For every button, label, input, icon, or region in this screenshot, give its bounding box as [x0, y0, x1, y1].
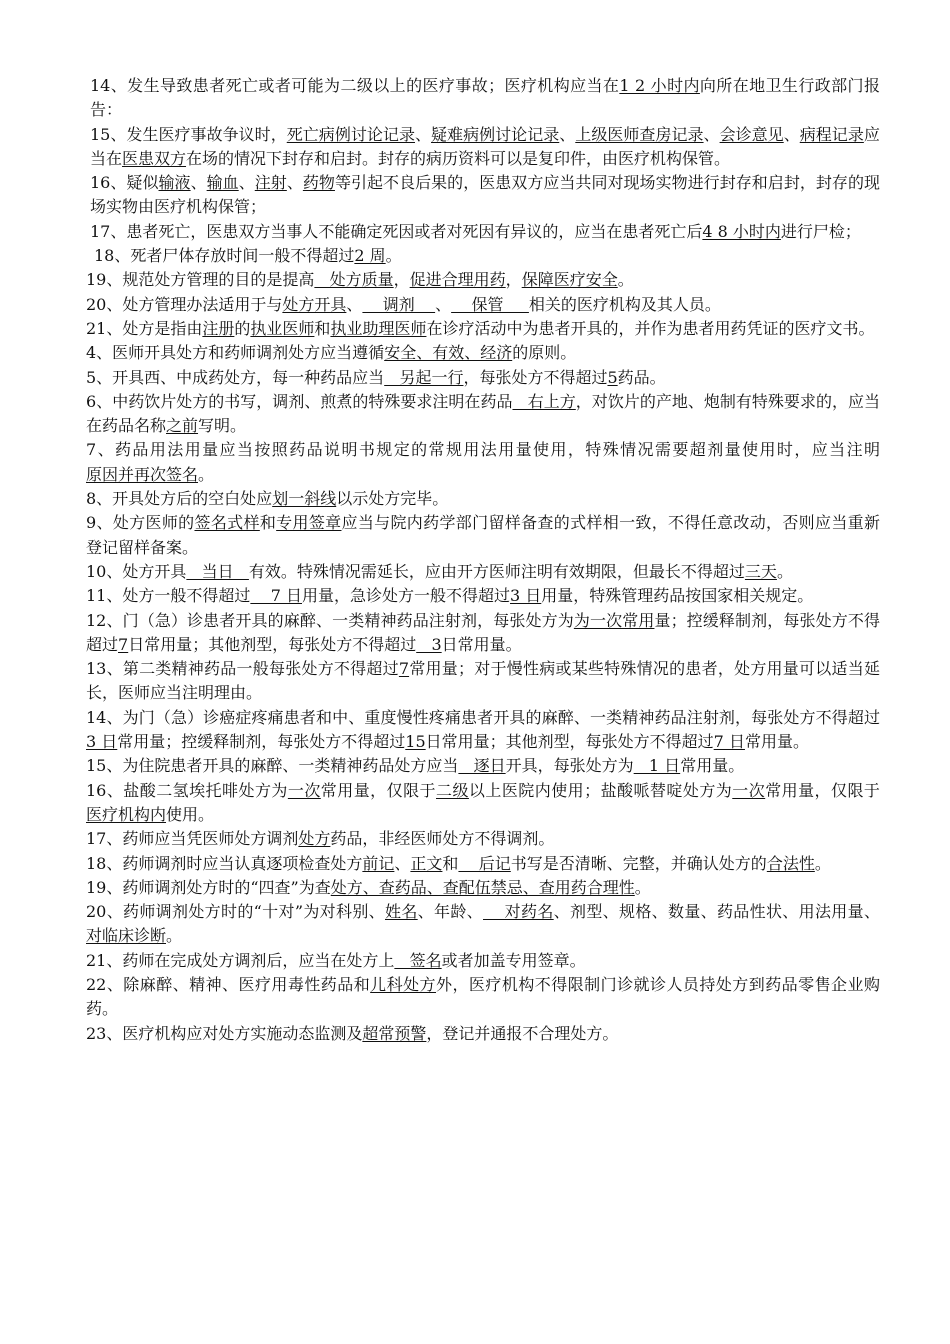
answer-blank: 注册 [202, 318, 235, 338]
item-text: 和 [259, 513, 277, 533]
item-text: 17、患者死亡，医患双方当事人不能确定死因或者对死因有异议的，应当在患者死亡后 [90, 221, 703, 241]
item-text: 开具，每张处方为 [505, 756, 634, 776]
item-text: 。 [776, 561, 793, 581]
item-text: 18、药师调剂时应当认真逐项检查处方 [86, 853, 363, 873]
item-text: 向所在地卫生行政部门报告： [90, 76, 880, 120]
answer-blank: 合法性 [766, 853, 815, 873]
item-text: 8、开具处方后的空白处应 [86, 489, 273, 509]
question-item [86, 779, 880, 828]
question-item [86, 341, 880, 365]
item-text: 量；控缓释制剂，每张处方不得超过 [86, 610, 880, 654]
answer-blank: 医患双方 [122, 148, 187, 168]
item-text: 、 [783, 124, 800, 144]
document-page [86, 74, 880, 1046]
answer-blank: 调剂 [362, 294, 436, 314]
item-text: ，登记并通报不合理处方。 [426, 1023, 619, 1043]
item-text: 常用量，仅限于 [765, 780, 880, 800]
item-text: 23、医疗机构应对处方实施动态监测及 [86, 1023, 363, 1043]
item-text: 应当在 [90, 124, 880, 168]
question-item [86, 560, 880, 584]
answer-blank: 对临床诊断 [86, 926, 167, 946]
question-item [86, 366, 880, 390]
item-text: 写明。 [198, 416, 247, 436]
answer-blank: 后记 [458, 853, 511, 873]
item-text: 20、处方管理办法适用于与 [86, 294, 283, 314]
item-text: 16、盐酸二氢埃托啡处方为 [86, 780, 288, 800]
item-text: 药品，非经医师处方不得调剂。 [330, 829, 555, 849]
item-text: 的原则。 [512, 343, 577, 363]
item-text: 。 [814, 853, 831, 873]
item-text: 常用量。 [680, 756, 745, 776]
question-item [86, 754, 880, 778]
question-item [86, 1022, 880, 1046]
item-text: 。 [385, 246, 402, 266]
item-text: 或者加盖专用签章。 [441, 950, 586, 970]
item-text: 的 [234, 318, 251, 338]
answer-blank: 三天 [744, 561, 777, 581]
question-item [86, 511, 880, 560]
item-text: 12、门（急）诊患者开具的麻醉、一类精神药品注射剂，每张处方为 [86, 610, 574, 630]
answer-blank: 上级医师查房记录 [575, 124, 704, 144]
question-item [86, 268, 880, 292]
answer-blank: 儿科处方 [370, 974, 437, 994]
answer-blank: 7 日 [250, 586, 302, 606]
answer-blank: 划一斜线 [272, 489, 337, 509]
answer-blank: 处方 [298, 829, 331, 849]
answer-blank: 右上方 [512, 391, 576, 411]
answer-blank: 1 2 小时内 [619, 76, 700, 95]
answer-blank: 2 周 [354, 246, 386, 266]
item-text: ， [393, 270, 410, 290]
answer-blank: 4 8 小时内 [702, 221, 781, 241]
item-text: 17、药师应当凭医师处方调剂 [86, 829, 299, 849]
item-text: 、 [414, 124, 432, 144]
item-text: 18、死者尸体存放时间一般不得超过 [94, 246, 355, 266]
answer-blank: 二级 [436, 780, 469, 800]
question-item [86, 657, 880, 706]
answer-blank: 病程记录 [799, 124, 864, 144]
question-item [86, 706, 880, 755]
answer-blank: 正文 [410, 853, 443, 873]
question-item [86, 876, 880, 900]
item-text: 常用量，仅限于 [320, 780, 436, 800]
item-text: 用量，急诊处方一般不得超过 [302, 586, 511, 606]
item-text: 7、药品用法用量应当按照药品说明书规定的常规用法用量使用，特殊情况需要超剂量使用时，应当注明 [86, 440, 880, 460]
answer-blank: 对药名 [483, 902, 554, 922]
answer-blank: 15 [405, 732, 426, 752]
answer-blank: 死亡病例讨论记录 [286, 124, 415, 144]
answer-blank: 医疗机构内 [86, 804, 167, 824]
item-text: 、 [346, 294, 363, 314]
question-item [86, 487, 880, 511]
answer-blank: 保管 [451, 294, 529, 314]
item-text: 进行尸检； [780, 221, 861, 241]
answer-blank: 1 日 [633, 756, 681, 776]
answer-blank: 签名 [394, 950, 442, 970]
item-text: 日常用量。 [441, 634, 522, 654]
answer-blank: 输液 [158, 173, 191, 193]
question-item [86, 220, 880, 244]
question-item [86, 900, 880, 949]
item-text: 常用量；控缓释制剂，每张处方不得超过 [117, 732, 406, 752]
answer-blank: 处方质量 [314, 270, 394, 290]
question-item [86, 852, 880, 876]
item-text: 应当与院内药学部门留样备查的式样相一致，不得任意改动，否则应当重新登记留样备案。 [86, 513, 880, 557]
item-text: ， [505, 270, 522, 290]
item-text: 以上医院内使用；盐酸哌替啶处方为 [468, 780, 733, 800]
answer-blank: 输血 [206, 173, 239, 193]
item-text: 11、处方一般不得超过 [86, 586, 251, 606]
item-text: 在诊疗活动中为患者开具的，并作为患者用药凭证的医疗文书。 [426, 318, 875, 338]
item-text: 、 [190, 173, 207, 193]
question-item [86, 827, 880, 851]
item-text: 21、药师在完成处方调剂后，应当在处方上 [86, 950, 395, 970]
answer-blank: 专用签章 [276, 513, 342, 533]
item-text: 在场的情况下封存和启封。封存的病历资料可以是复印件，由医疗机构保管。 [186, 148, 731, 168]
item-text: 、 [394, 853, 411, 873]
item-text: 4、医师开具处方和药师调剂处方应当遵循 [86, 343, 385, 363]
item-text: 。 [166, 926, 183, 946]
item-text: 21、处方是指由 [86, 318, 203, 338]
answer-blank: 7 [398, 659, 410, 679]
answer-blank: 保障医疗安全 [521, 270, 618, 290]
question-item [86, 293, 880, 317]
question-item [86, 973, 880, 1022]
answer-blank: 3 [416, 634, 442, 654]
item-text: ，对饮片的产地、炮制有特殊要求的，应当在药品名称 [86, 391, 880, 436]
item-text: 。 [634, 877, 651, 897]
question-item [86, 74, 880, 123]
item-text: 19、规范处方管理的目的是提高 [86, 270, 315, 290]
item-text: 以示处方完毕。 [336, 489, 449, 509]
item-text: 和 [442, 853, 459, 873]
answer-blank: 药物 [302, 173, 335, 193]
item-text: 。 [617, 270, 634, 290]
answer-blank: 另起一行 [384, 367, 464, 387]
answer-blank: 5 [607, 367, 618, 387]
question-item [86, 123, 880, 172]
item-text: 相关的医疗机构及其人员。 [528, 294, 721, 314]
answer-blank: 促进合理用药 [409, 270, 506, 290]
answer-blank: 注射 [254, 173, 287, 193]
answer-blank: 处方、查药品、查配伍禁忌、查用药合理性 [330, 877, 635, 897]
answer-blank: 7 [118, 634, 129, 654]
item-text: 10、处方开具 [86, 561, 187, 581]
item-text: 14、发生导致患者死亡或者可能为二级以上的医疗事故；医疗机构应当在 [90, 76, 620, 95]
item-text: 14、为门（急）诊癌症疼痛患者和中、重度慢性疼痛患者开具的麻醉、一类精神药品注射剂，每张处方不得超过 [86, 707, 880, 727]
item-text: 、剂型、规格、数量、药品性状、用法用量、 [553, 902, 880, 922]
item-text: 书写是否清晰、完整，并确认处方的 [510, 853, 767, 873]
question-item [86, 244, 880, 268]
item-text: 6、中药饮片处方的书写，调剂、煎煮的特殊要求注明在药品 [86, 391, 513, 411]
item-text: 有效。特殊情况需延长，应由开方医师注明有效期限，但最长不得超过 [248, 561, 745, 581]
question-item [86, 171, 880, 220]
answer-blank: 之前 [166, 416, 199, 436]
answer-blank: 逐日 [458, 756, 506, 776]
item-text: 。 [198, 464, 215, 484]
item-text: 15、为住院患者开具的麻醉、一类精神药品处方应当 [86, 756, 459, 776]
item-text: 等引起不良后果的，医患双方应当共同对现场实物进行封存和启封，封存的现场实物由医疗机构保管； [90, 173, 880, 217]
question-item [86, 438, 880, 487]
item-text: 药品。 [617, 367, 666, 387]
item-text: 外，医疗机构不得限制门诊就诊人员持处方到药品零售企业购药。 [86, 974, 880, 1019]
answer-blank: 前记 [362, 853, 395, 873]
item-text: 、 [238, 173, 255, 193]
answer-blank: 一次 [732, 780, 766, 800]
item-text: 16、疑似 [90, 173, 159, 193]
item-text: 、 [286, 173, 303, 193]
item-text: 、 [435, 294, 452, 314]
item-text: 9、处方医师的 [86, 513, 195, 533]
item-text: 、 [703, 124, 720, 144]
answer-blank: 姓名 [385, 902, 418, 922]
item-text: 20、药师调剂处方时的“十对”为对科别、 [86, 902, 385, 922]
item-text: 和 [314, 318, 331, 338]
answer-blank: 超常预警 [362, 1023, 427, 1043]
item-text: 常用量。 [744, 732, 809, 752]
answer-blank: 签名式样 [194, 513, 260, 533]
item-text: 13、第二类精神药品一般每张处方不得超过 [86, 659, 399, 679]
item-text: 、 [559, 124, 576, 144]
answer-blank: 执业助理医师 [330, 318, 427, 338]
question-item [86, 584, 880, 608]
question-item [86, 317, 880, 341]
answer-blank: 为一次常用 [573, 610, 655, 630]
answer-blank: 原因并再次签名 [86, 464, 199, 484]
answer-blank: 处方开具 [282, 294, 347, 314]
question-item [86, 390, 880, 439]
item-text: 、年龄、 [417, 902, 483, 922]
answer-blank: 3 日 [510, 586, 542, 606]
answer-blank: 会诊意见 [719, 124, 784, 144]
item-text: 常用量；对于慢性病或某些特殊情况的患者，处方用量可以适当延长，医师应当注明理由。 [86, 659, 880, 703]
answer-blank: 安全、有效、经济 [384, 343, 513, 363]
question-item [86, 949, 880, 973]
item-text: 19、药师调剂处方时的“四查”为查 [86, 877, 331, 897]
item-text: 22、除麻醉、精神、医疗用毒性药品和 [86, 974, 371, 994]
item-text: 用量，特殊管理药品按国家相关规定。 [541, 586, 814, 606]
item-text: 15、发生医疗事故争议时， [90, 124, 287, 144]
item-text: ，每张处方不得超过 [463, 367, 608, 387]
answer-blank: 当日 [186, 561, 249, 581]
answer-blank: 一次 [287, 780, 321, 800]
item-text: 使用。 [166, 804, 215, 824]
answer-blank: 3 日 [86, 732, 118, 752]
answer-blank: 疑难病例讨论记录 [431, 124, 560, 144]
item-text: 日常用量；其他剂型，每张处方不得超过 [128, 634, 417, 654]
question-item [86, 609, 880, 658]
answer-blank: 7 日 [713, 732, 745, 752]
answer-blank: 执业医师 [250, 318, 315, 338]
item-text: 日常用量；其他剂型，每张处方不得超过 [425, 732, 714, 752]
item-text: 5、开具西、中成药处方，每一种药品应当 [86, 367, 385, 387]
